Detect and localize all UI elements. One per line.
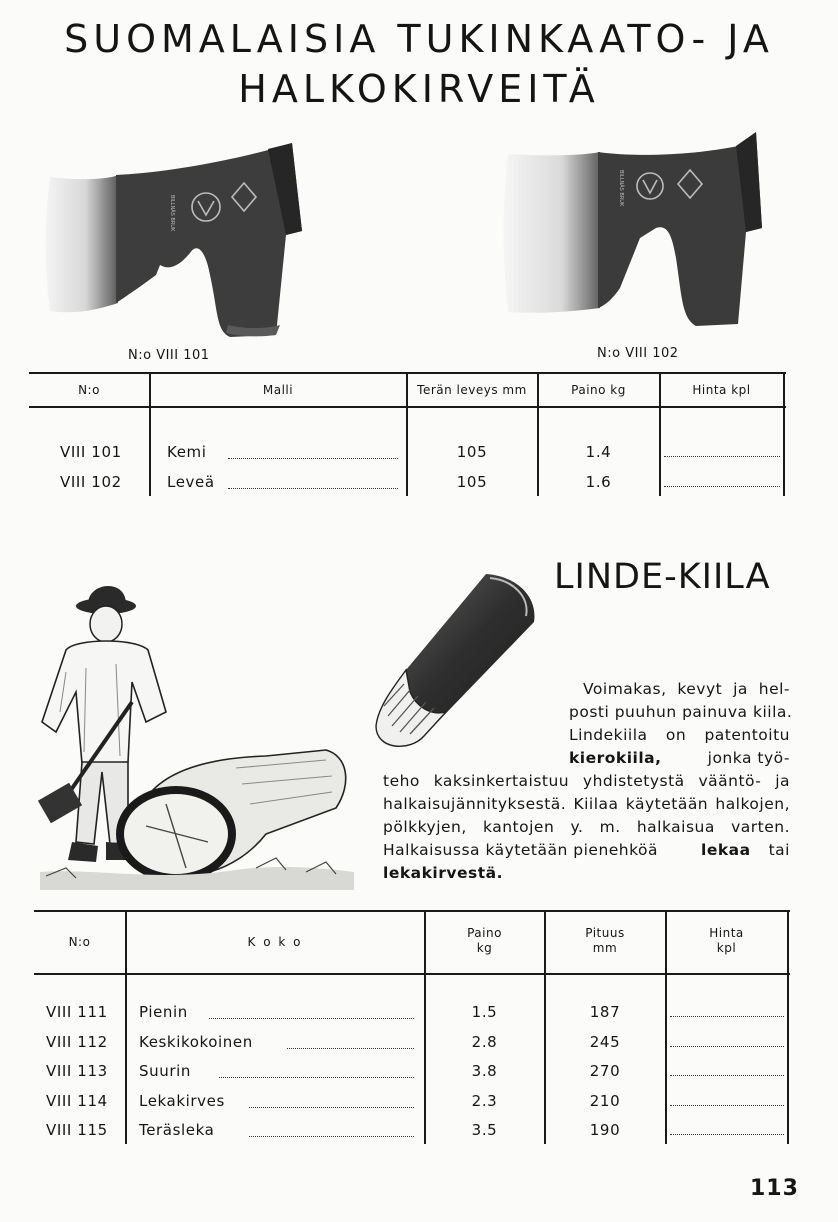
table1-cell-model: Leveä [167, 473, 215, 491]
table2-cell-price-blank [670, 1075, 784, 1076]
table1-cell-weight: 1.4 [585, 443, 612, 461]
table2-cell-price-blank [670, 1134, 784, 1135]
paragraph-fragment: Halkaisussa käytetään pienehköä [383, 841, 659, 859]
table1-header-no: N:o [78, 383, 100, 397]
header-line: mm [592, 941, 618, 955]
paragraph-fragment: tai [768, 841, 790, 859]
table2-cell-size: Teräsleka [139, 1121, 215, 1139]
table2-top-rule [34, 910, 790, 912]
table2-cell-size: Pienin [139, 1003, 188, 1021]
table2-cell-length: 210 [589, 1091, 621, 1110]
table2-cell-length: 245 [589, 1032, 621, 1051]
table2-cell-size: Keskikokoinen [139, 1032, 253, 1051]
table2-header-length [545, 926, 665, 956]
table2-header-weight [425, 926, 544, 956]
paragraph-line: halkaisujännityksestä. Kiilaa käytetään halkojen, [383, 795, 790, 813]
paragraph-line: posti puuhun painuva kiila. [569, 703, 793, 721]
paragraph-line: Lindekiila on patentoitu [569, 726, 790, 744]
table2-cell-price-blank [670, 1016, 784, 1017]
table1-header-rule [29, 406, 786, 408]
table2-cell-length: 190 [589, 1121, 621, 1139]
table2-leader-dots [249, 1136, 414, 1137]
header-line: Pituus [585, 926, 625, 940]
table1-cell-no: VIII 102 [60, 473, 122, 491]
table2-cell-price-blank [670, 1046, 784, 1047]
emphasis-lekaa: lekaa [701, 841, 751, 859]
table1-header-blade-width: Terän leveys mm [417, 383, 527, 397]
paragraph-line: pölkkyjen, kantojen y. m. halkaisua varten. [383, 818, 790, 836]
axe-caption-viii-102: N:o VIII 102 [597, 346, 679, 361]
paragraph-line: teho kaksinkertaistuu yhdistetystä vääntö- ja [383, 772, 790, 790]
table2-header-no: N:o [68, 935, 91, 949]
wedge-illustration [366, 566, 542, 752]
table1-cell-width: 105 [456, 443, 488, 461]
linde-para-line-6 [383, 793, 790, 816]
linde-kiila-heading: LINDE-KIILA [554, 557, 771, 597]
table1-cell-model: Kemi [167, 443, 207, 461]
axe-brand-stamp-102: BILLNÄS BRUK [618, 170, 624, 207]
table2-cell-no: VIII 113 [46, 1062, 108, 1080]
table1-cell-weight: 1.6 [585, 473, 612, 491]
axe-illustration-viii-101 [40, 135, 330, 345]
emphasis-kierokiila: kierokiila, [569, 749, 662, 767]
table2-cell-weight: 3.8 [471, 1062, 498, 1080]
table2-header-size: K o k o [247, 935, 303, 949]
table2-cell-no: VIII 115 [46, 1121, 108, 1139]
paragraph-line: Voimakas, kevyt ja hel- [583, 680, 790, 698]
table1-header-price: Hinta kpl [692, 383, 751, 397]
table1-header-model: Malli [262, 383, 294, 397]
page-title-line-1: SUOMALAISIA TUKINKAATO- JA [64, 17, 774, 61]
linde-para-line-7 [383, 816, 790, 839]
table2-leader-dots [249, 1107, 414, 1108]
table1-cell-no: VIII 101 [60, 443, 122, 461]
linde-para-line-3 [569, 724, 790, 747]
table2-cell-size: Suurin [139, 1062, 191, 1080]
table1-cell-price-blank [664, 486, 780, 487]
table1-col-divider [783, 374, 785, 496]
table2-cell-weight: 2.3 [471, 1091, 498, 1110]
axe-brand-stamp-101: BILLNÄS BRUK [169, 195, 175, 232]
table2-leader-dots [209, 1018, 414, 1019]
header-line: kpl [716, 941, 737, 955]
linde-para-line-1 [583, 678, 790, 701]
table2-cell-price-blank [670, 1105, 784, 1106]
linde-para-line-2 [569, 701, 793, 724]
table2-cell-size: Lekakirves [139, 1091, 225, 1110]
axe-illustration-viii-102 [500, 128, 770, 333]
table1-cell-price-blank [664, 456, 780, 457]
page-title-line-2: HALKOKIRVEITÄ [238, 67, 600, 111]
axe-caption-viii-101: N:o VIII 101 [128, 348, 210, 363]
table2-cell-length: 270 [589, 1062, 621, 1080]
page-number: 113 [750, 1176, 799, 1201]
emphasis-lekakirvesta: lekakirvestä. [383, 864, 503, 882]
table1-cell-width: 105 [456, 473, 488, 491]
paragraph-fragment: jonka työ- [707, 749, 790, 767]
table2-cell-weight: 2.8 [471, 1032, 498, 1051]
table2-leader-dots [287, 1048, 414, 1049]
table2-cell-no: VIII 112 [46, 1032, 108, 1051]
table1-leader-dots [228, 488, 398, 489]
header-line: kg [476, 941, 493, 955]
table2-cell-weight: 3.5 [471, 1121, 498, 1139]
table2-cell-no: VIII 111 [46, 1003, 108, 1021]
table2-cell-weight: 1.5 [471, 1003, 498, 1021]
woodcutter-illustration [36, 572, 356, 890]
linde-para-line-4 [569, 747, 790, 770]
linde-para-line-8 [383, 839, 790, 862]
table2-header-rule [34, 973, 790, 975]
header-line: Hinta [709, 926, 744, 940]
linde-para-line-5 [383, 770, 790, 793]
table2-header-price [666, 926, 787, 956]
header-line: Paino [467, 926, 502, 940]
table2-leader-dots [219, 1077, 414, 1078]
table2-cell-length: 187 [589, 1003, 621, 1021]
table2-cell-no: VIII 114 [46, 1091, 108, 1110]
table1-leader-dots [228, 458, 398, 459]
table2-col-divider [787, 912, 789, 1144]
table1-top-rule [29, 372, 786, 374]
table1-header-weight: Paino kg [571, 383, 626, 397]
